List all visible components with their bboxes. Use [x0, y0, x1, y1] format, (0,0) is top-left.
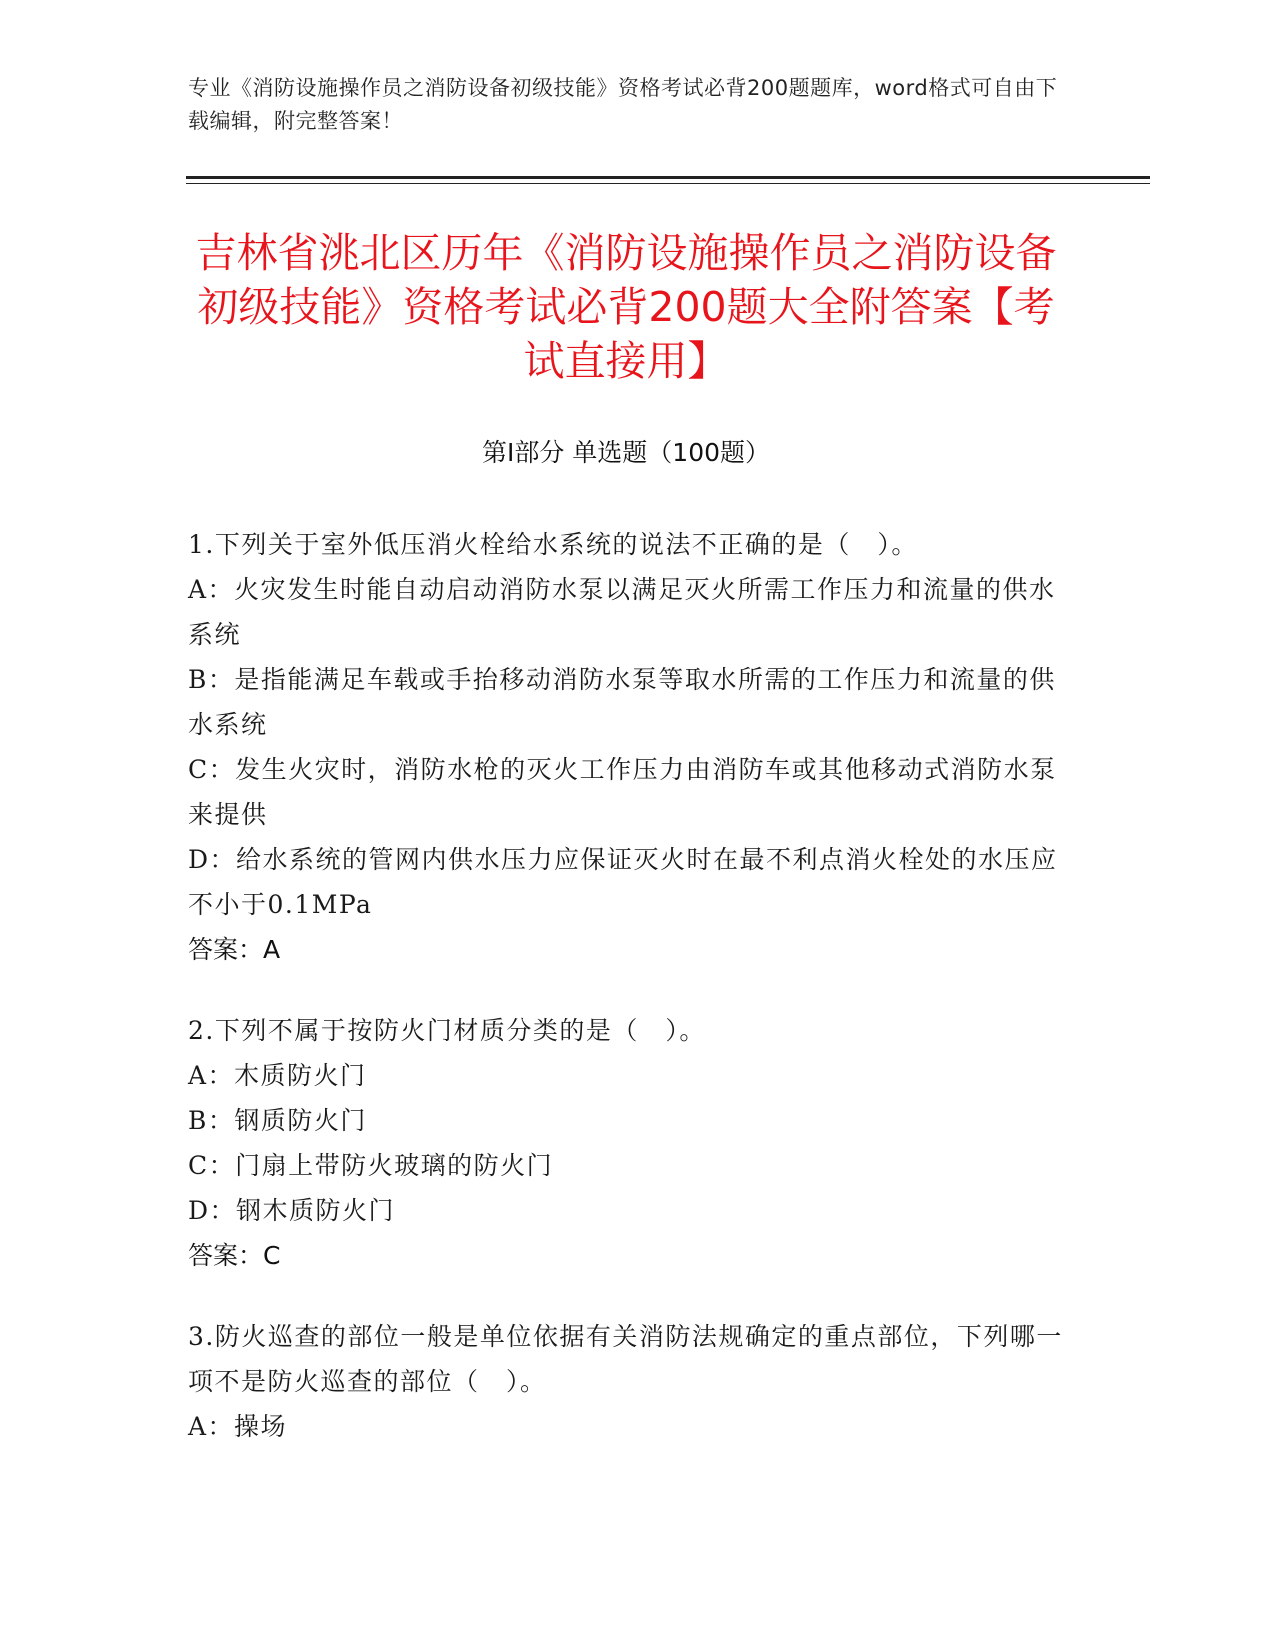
option-b: B：是指能满足车载或手抬移动消防水泵等取水所需的工作压力和流量的供水系统 — [188, 665, 1056, 739]
option-a: A：操场 — [188, 1412, 288, 1441]
option-c: C：门扇上带防火玻璃的防火门 — [188, 1151, 554, 1180]
option-c: C：发生火灾时，消防水枪的灭火工作压力由消防车或其他移动式消防水泵来提供 — [188, 755, 1057, 829]
option-a: A：木质防火门 — [188, 1061, 367, 1090]
header-divider-thin — [186, 183, 1150, 184]
question-list — [188, 522, 1068, 1485]
header-note: 专业《消防设施操作员之消防设备初级技能》资格考试必背200题题库，word格式可自由下载编辑，附完整答案！ — [188, 76, 1058, 133]
option-a: A：火灾发生时能自动启动消防水泵以满足灭火所需工作压力和流量的供水系统 — [188, 575, 1056, 649]
section-heading: 第I部分 单选题（100题） — [481, 438, 771, 467]
question-stem: 1.下列关于室外低压消火栓给水系统的说法不正确的是（ ）。 — [188, 530, 918, 559]
header-divider-thick — [186, 176, 1150, 179]
option-d: D：钢木质防火门 — [188, 1196, 396, 1225]
document-title: 吉林省洮北区历年《消防设施操作员之消防设备初级技能》资格考试必背200题大全附答案【考试直接用】 — [195, 229, 1057, 385]
answer-label: 答案：C — [188, 1241, 281, 1270]
option-b: B：钢质防火门 — [188, 1106, 367, 1135]
answer-label: 答案：A — [188, 935, 281, 964]
question-1 — [188, 522, 1068, 972]
question-stem: 2.下列不属于按防火门材质分类的是（ ）。 — [188, 1016, 706, 1045]
question-3 — [188, 1314, 1068, 1449]
option-d: D：给水系统的管网内供水压力应保证灭火时在最不利点消火栓处的水压应不小于0.1MPa — [188, 845, 1058, 919]
question-stem: 3.防火巡查的部位一般是单位依据有关消防法规确定的重点部位，下列哪一项不是防火巡查的部位（ ）。 — [188, 1322, 1063, 1396]
question-2 — [188, 1008, 1068, 1278]
